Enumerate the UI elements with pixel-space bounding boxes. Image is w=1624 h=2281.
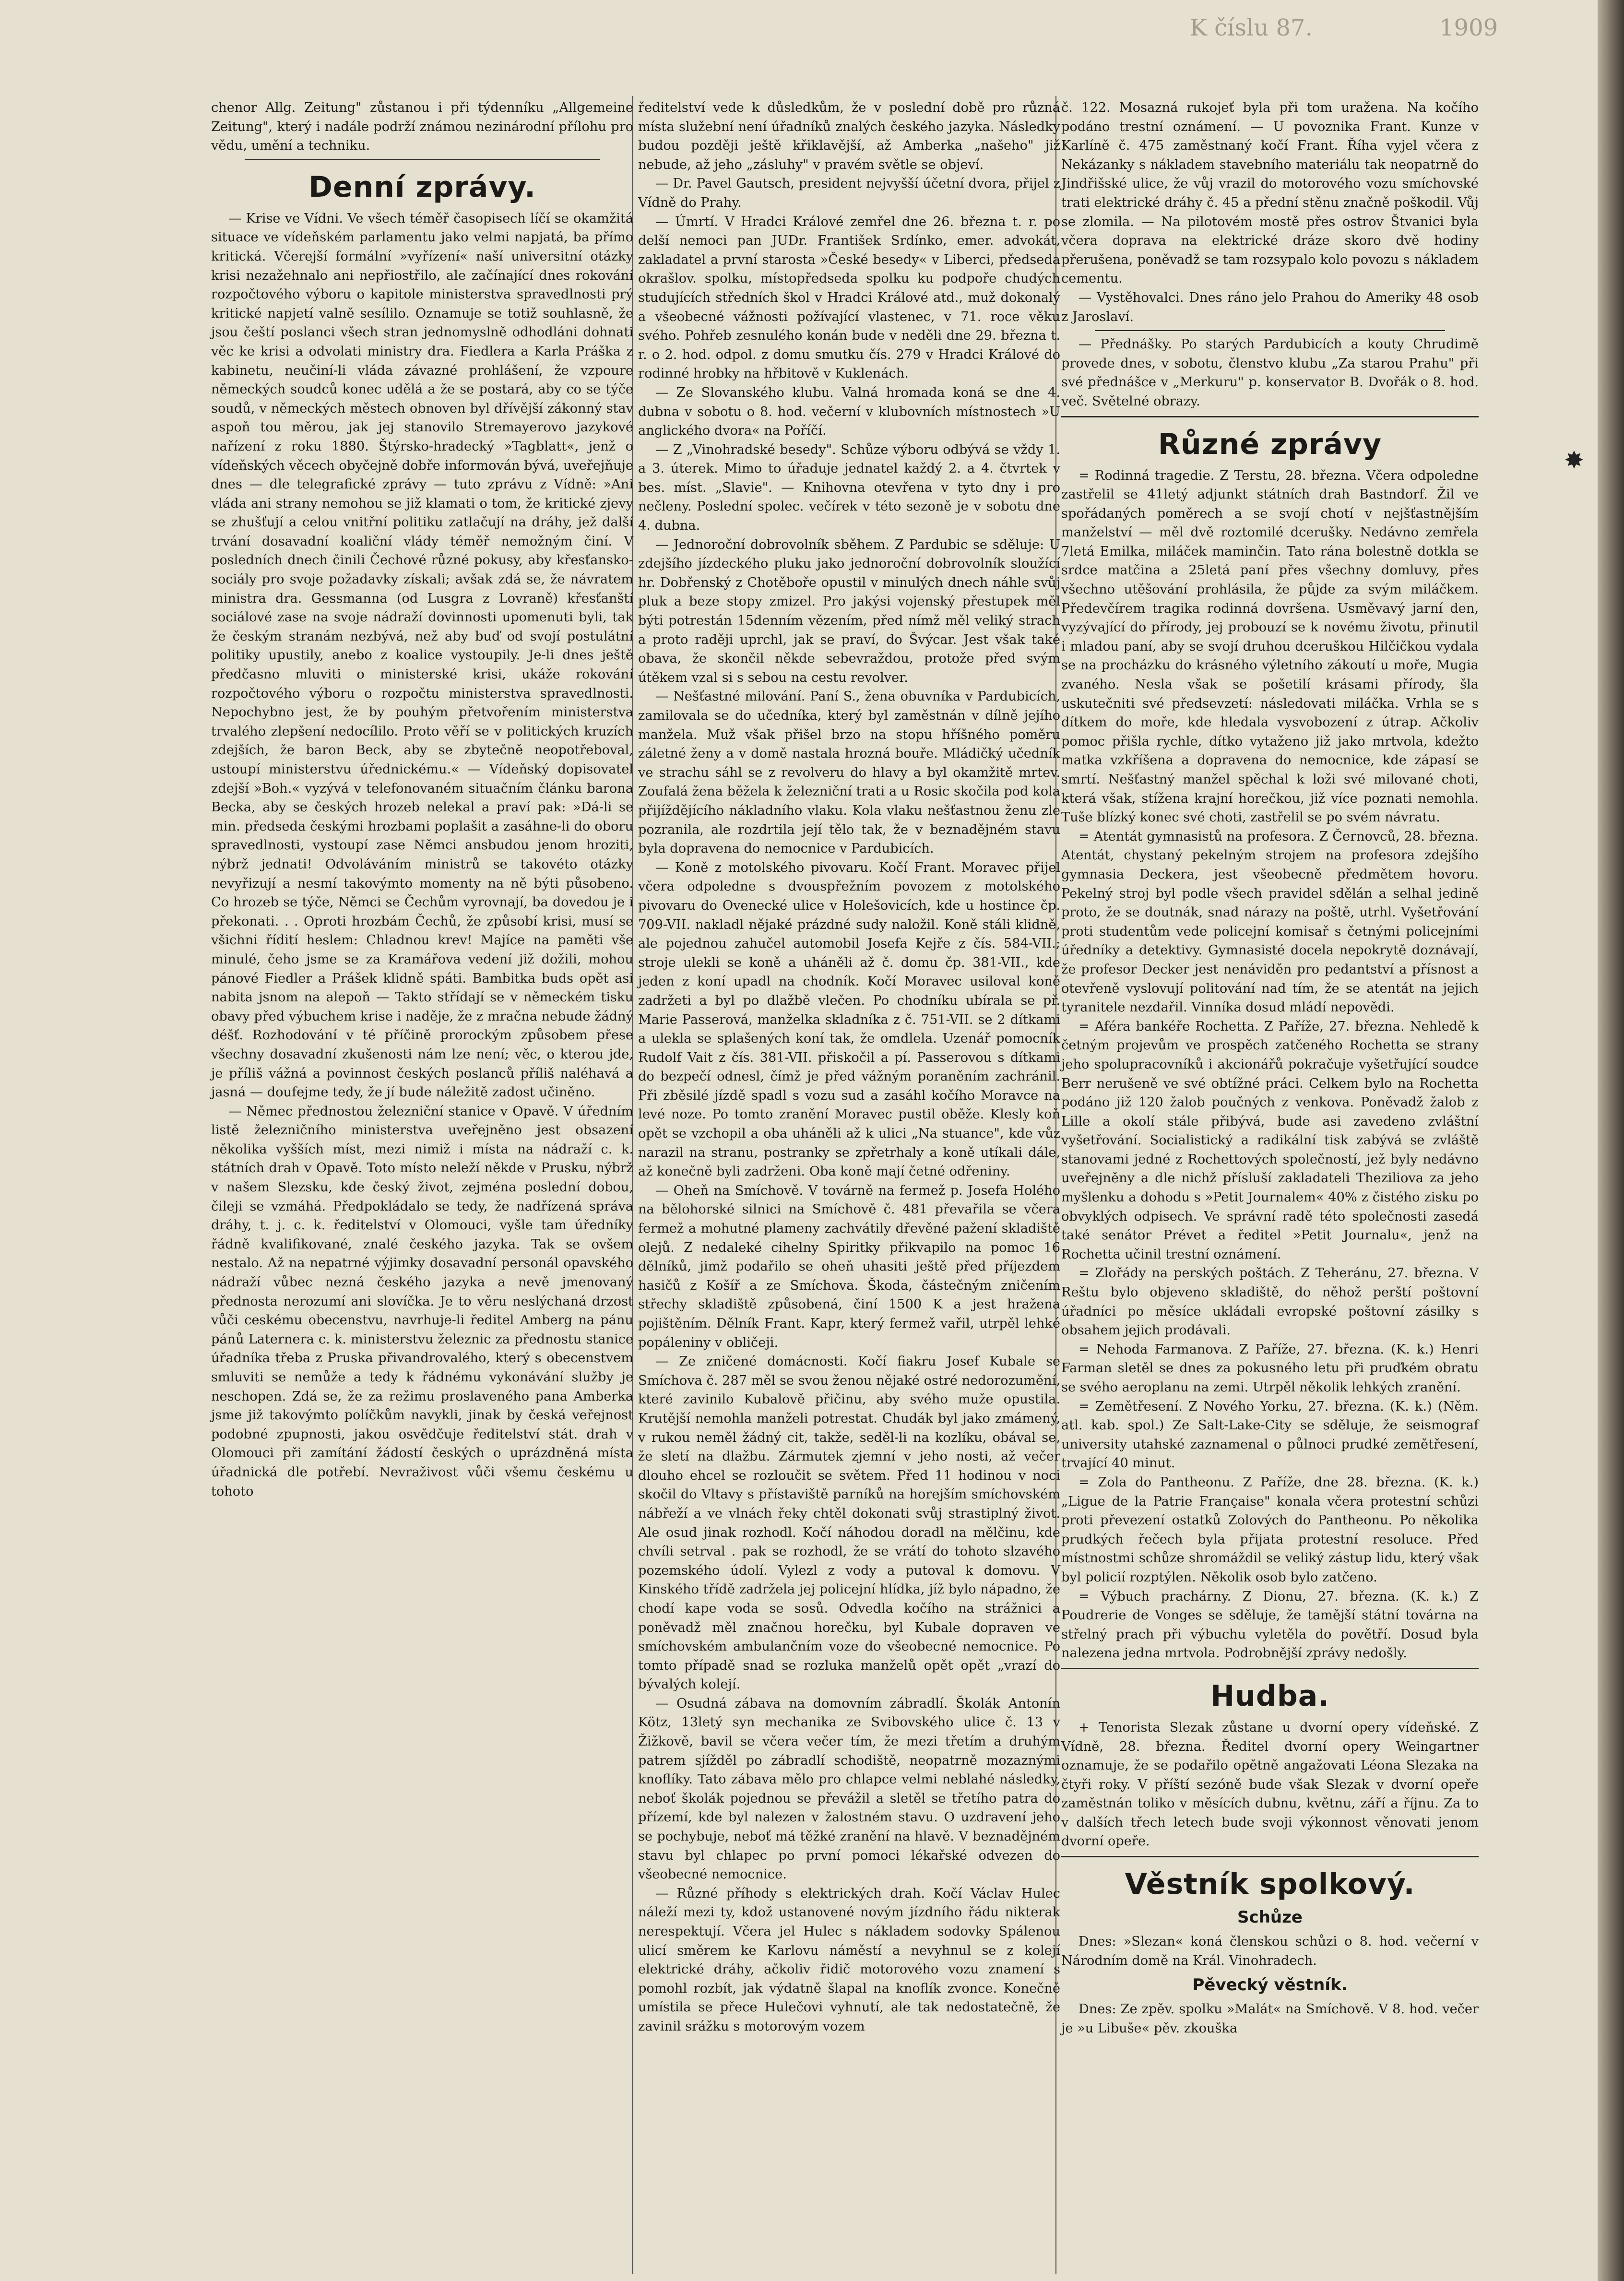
article-intro: chenor Allg. Zeitung" zůstanou i při týdenníku „Allgemeine Zeitung", který i nadále podrží známou nezinárodní přílohu pro vědu, umění a techniku.: [211, 100, 633, 154]
section-title-vestnik-spolkovy: Věstník spolkový.: [1125, 1867, 1415, 1901]
article-osudna-zabava: — Osudná zábava na domovním zábradlí. Školák Antonín Kötz, 13letý syn mechanika ze Svibovského ulice č. 13 v Žižkově, bavil se včera večer tím, že mezi třetím a druhým patrem sjížděl po zábradlí schodiště, neopatrně mozaznými knoflíky. Tato zábava mělo pro chlapce velmi neblahé následky, neboť školák pojednou se převážil a sletěl se třetího patra do přízemí, kde byl nalezen v žalostném stavu. O uzdravení jeho se pochybuje, neboť má těžké zranění na hlavě. V beznadějném stavu byl chlapec po první pomoci lékařské odvezen do všeobecné nemocnice.: [638, 1696, 1060, 1882]
article-prednasky: — Přednášky. Po starých Pardubicích a kouty Chrudimě provede dnes, v sobotu, členstvo klubu „Za starou Prahu" při své přednášce v „Merkuru" p. konservator B. Dvořák o 8. hod. več. Světelné obrazy.: [1061, 337, 1479, 409]
article-ohen-smichov: — Oheň na Smíchově. V továrně na fermež p. Josefa Holého na bělohorské silnici na Smíchově č. 481 převařila se včera fermež a mohutné plameny zachvátily dřevěné pažení skladiště olejů. Z nedaleké cihelny Spiritky přikvapilo na pomoc 16 dělníků, jimž podařilo se oheň uhasiti ještě před příjezdem hasičů z Košíř a ze Smíchova. Škoda, částečným zničením střechy skladiště způsobená, činí 1500 K a jest hražena pojištěním. Dělník Frant. Kapr, který fermež vařil, utrpěl lehké popáleniny v obličeji.: [638, 1183, 1060, 1350]
article-vystehovalci: — Vystěhovalci. Dnes ráno jelo Prahou do Ameriky 48 osob z Jaroslaví.: [1061, 290, 1479, 324]
article-znicena-domacnost: — Ze zničené domácnosti. Kočí fiakru Josef Kubale se Smíchova č. 287 měl se svou ženou nějaké ostré nedorozumění, které zavinilo Kubalově přičinu, aby svého muže opustila. Krutější nemohla manželi potrestat. Chudák byl jako zmámený, v rukou neměl žádný cit, takže, seděl-li na kozlíku, obával se, že sletí na dlažbu. Zármutek zjemní v jeho nosti, až večer dlouho ehcel se rozloučit se světem. Před 11 hodinou v noci skočil do Vltavy s přístaviště parníků na horejším smíchovském nábřeží a ve vlnách řeky chtěl dokonati svůj strastiplný život. Ale osud jinak rozhodl. Kočí náhodou doradl na mělčinu, kde chvíli setrval . pak se rozhodl, že se vrátí do tohoto slzavého pozemského údolí. Vylezl z vody a putoval k domovu. V Kinského třídě zadržela jej policejní hlídka, jíž bylo nápadno, že chodí kape voda se sosů. Odvedla kočího na strážnici a poněvadž měl značnou horečku, byl Kubale dopraven ve smíchovském ambulančním voze do všeobecné nemocnice. Po tomto případě snad se rozluka manželů opět opět „vrazí do bývalých kolejí.: [638, 1354, 1060, 1692]
column-2: [638, 98, 1060, 2036]
article-slezak: + Tenorista Slezak zůstane u dvorní opery vídeňské. Z Vídně, 28. března. Ředitel dvorní opery Weingartner oznamuje, že se podařilo opětně angažovati Léona Slezaka na čtyři roky. V příští sezóně bude však Slezak v dvorní opeře zaměstnán toliko v měsících dubnu, květnu, září a říjnu. Za to v dalších třech letech bude svoji výkonnost věnovati jenom dvorní opeře.: [1061, 1720, 1479, 1849]
divider: [1061, 416, 1479, 417]
article-nemec-prednostou: — Němec přednostou železniční stanice v Opavě. V úředním listě železničního ministerstva uveřejněno jest obsazení několika vyšších míst, mezi nimiž i místa na nádraží c. k. státních drah v Opavě. Toto místo neleží někde v Prusku, nýbrž v našem Slezsku, kde český život, zejména poslední dobou, čileji se vzmáhá. Předpokládalo se tedy, že nadřízená správa dráhy, t. j. c. k. ředitelství v Olomouci, vyšle tam úředníky řádně kvalifikované, znalé českého jazyka. Tak se ovšem nestalo. Až na nepatrné výjimky dosavadní personál opavského nádraží vůbec nezná českého jazyka a nevě jmenovaný přednosta nerozumí ani slovíčka. Je to věru neslýchaná drzost vůči ceskému obecenstvu, navrhuje-li ředitel Amberg na pánu pánů Laternera c. k. ministerstvu železnic za přednostu stanice úřadníka třeba z Pruska přivandrovalého, který s obecenstvem smluviti se nemůže a tedy k řádnému vykonávání služby je neschopen. Zdá se, že za režimu proslaveného pana Amberka jsme již takovýmto políčkům navykli, jinak by česká veřejnost podobné zpupnosti, jakou osvědčuje ředitelství stát. drah v Olomouci při zamítání žádostí českých o uprázdněná místa úřadnická dle potřebí. Nevraživost vůči všemu českému u tohoto: [211, 1104, 633, 1499]
article-farman: = Nehoda Farmanova. Z Paříže, 27. března. (K. k.) Henri Farman sletěl se dnes za pokusného letu při pruďkém obratu se svého aeroplanu na zemi. Utrpěl několik lehkých zranění.: [1061, 1342, 1479, 1395]
divider: [1061, 1856, 1479, 1857]
article-nestastne-milovani: — Nešťastné milování. Paní S., žena obuvníka v Pardubicích, zamilovala se do učedníka, který byl zaměstnán v dílně jejího manžela. Muž však přišel brzo na stopu hříšného poměru záletné ženy a v domě nastala hrozná bouře. Mládičký učedník ve strachu sáhl se z revolveru do hlavy a byl okamžitě mrtev. Zoufalá žena běžela k železniční trati a u Rosic skočila pod kola přijíždějícího nákladního vlaku. Kola vlaku nešťastnou ženu zle pozranila, ale rozdrtila její tělo tak, že v beznadějném stavu byla dopravena do nemocnice v Pardubicích.: [638, 689, 1060, 856]
divider: [1061, 1668, 1479, 1669]
article-vybuch-prachrny: = Výbuch prachárny. Z Dionu, 27. března. (K. k.) Z Poudrerie de Vonges se sděluje, že tamější státní továrna na střelný prach při výbuchu vyletěla do povětří. Dosud byla nalezena jedna mrtvola. Podrobnější zprávy nedošly.: [1061, 1589, 1479, 1661]
article-krise-ve-vidni: — Krise ve Vídni. Ve všech téměř časopisech líčí se okamžitá situace ve vídeňském parlamentu jako velmi napjatá, ba přímo kritická. Včerejší formální »vyřízení« naší universitní otázky krisi nezažehnalo ani nepřiostřilo, ale začínající dnes rokování rozpočtového výboru o kapitole ministerstva spravedlnosti prý kritické napjetí valně sesílilo. Oznamuje se totiž souhlasně, že jsou čeští poslanci všech stran jednomyslně odhodláni dohnati věc ke krisi a odvolati ministry dra. Fiedlera a Karla Práška z kabinetu, neučiní-li vláda závazné prohlášení, že vzpoure německých soudců konec udělá a že se postará, aby co se týče soudů, v německých městech obnoven byl dřívější zákonný stav aspoň tou měrou, jak jej stanovilo Stremayerovo jazykové nařízení z roku 1880. Štýrsko-hradecký »Tagblatt«, jenž o vídeňských věcech obyčejně dobře informován bývá, uveřejňuje dnes — dle telegrafické zprávy — tuto zprávu z Vídně: »Ani vláda ani strany nemohou se již klamati o tom, že kritické zjevy se zhušťují a celou vnitřní politiku zatlačují na dráhy, jež další trvání dosavadní koaliční vlády téměř nemožným činí. V posledních dnech činili Čechové různé pokusy, aby křesťansko-sociály pro svoje požadavky získali; avšak zdá se, že návratem ministra dra. Gessmanna (od Lusgra z Lovraně) křesťanští sociálové zase na svoje nádraží dovinnosti upomenuti byli, tak že českým stranám nezbývá, než aby buď od svojí postulátní politiky upustily, anebo z koalice vystoupily. Je-li dnes ještě předčasno mluviti o ministerské krisi, ukáže rokování rozpočtového výboru o rozpočtu ministerstva spravedlnosti. Nepochybno jest, že by pouhým přetvořením ministerstva trvalého zlepšení nedocílilo. Proto věří se v politických kruzích zdejších, že baron Beck, aby se zbytečně neopotřeboval, ustoupí ministerstvu úřednickému.« — Vídeňský dopisovatel zdejší »Boh.« vyzývá v telefonovaném situačním článku barona Becka, aby se českých hrozeb nelekal a praví pak: »Dá-li se min. předseda českými hrozbami poplašit a zasáhne-li do oboru spravedlnosti, vystoupí zase Němci ansbudou jenom hroziti, nýbrž jednati! Odvoláváním ministrů se takovéto otázky nevyřizují a nesmí takovýmto momenty na ně býti působeno. Co hrozeb se týče, Němci se Čechům vyrovnají, ba dovedou je i překonati. . . Oproti hrozbám Čechů, že způsobí krisi, musí se všichni řídití heslem: Chladnou krev! Majíce na paměti vše minulé, čeho jsme se za Kramářova vedení již dožili, mohou pánové Fiedler a Prášek klidně spáti. Bambitka buds opět asi nabita jsnom na alepoň — Takto střídají se v německém tisku obavy před výbuchem krise i naděje, že z mračna nebude žádný déšť. Rozhodování v té příčině prorockým způsobem přese všechny dosavadní zkušenosti nám lze není; věc, o kterou jde, je příliš vážná a povinnost českých poslanců příliš naléhavá a jasná — doufejme tedy, že jí bude náležitě zadost učiněno.: [211, 211, 634, 1100]
divider: [245, 159, 600, 160]
previous-page-bleed: [144, 0, 1583, 58]
article-dobrovolnik: — Jednoroční dobrovolník sběhem. Z Pardubic se sděluje: U zdejšího jízdeckého pluku jako jednoroční dobrovolník sloužící hr. Dobřenský z Chotěboře opustil v minulých dnech náhle svůj pluk a beze stopy zmizel. Pro jakýsi vojenský přestupek měl býti potrestán 15denním vězením, před nímž měl veliký strach a proto raději uprchl, jak se praví, do Švýcar. Jest však také obava, že skončil někde sebevraždou, protože před svým útěkem vzal si s sebou na cestu revolver.: [638, 537, 1060, 685]
subsection-schuze: Schůze: [1237, 1908, 1303, 1927]
section-title-ruzne-zpravy: Různé zprávy: [1158, 427, 1382, 461]
article-perske-posty: = Zlořády na perských poštách. Z Teheránu, 27. března. V Reštu bylo objeveno skladiště, do něhož perští poštovní úřadníci po měsíce ukládali evropské poštovní zásilky s obsahem jejich prodávali.: [1061, 1266, 1479, 1338]
article-rochette: = Aféra bankéře Rochetta. Z Paříže, 27. března. Nehledě k četným projevům ve prospěch zatčeného Rochetta se strany jeho spolupracovníků i akcionářů pokračuje vyšetřující soudce Berr nerušeně ve své obtížné práci. Celkem bylo na Rochetta podáno již 120 žalob poučných z venkova. Poněvadž žalob z Lille a okolí stále přibývá, bude asi zavedeno zvláštní vyšetřování. Socialistický a radikální tisk zabývá se zvláště stanovami jedné z Rochettových společností, jež byly nedávno uveřejněny a dle nichž přísluší zakladateli Theziliova za jeho myšlenku a dohodu s »Petit Journalem« 40% z čistého zisku po obvyklých odpisech. Ve správní radě této společnosti zasedá také senátor Prévet a ředitel »Petit Journalu«, jenž na Rochetta učinil trestní oznámení.: [1061, 1019, 1479, 1262]
subsection-pevecky-vestnik: Pěvecký věstník.: [1192, 1975, 1348, 1995]
column-1: [211, 98, 633, 1501]
bleed-text-left: K číslu 87.: [1190, 14, 1313, 41]
article-atentat: = Atentát gymnasistů na profesora. Z Černovců, 28. března. Atentát, chystaný pekelným strojem na profesora zdejšího gymnasia Deckera, jest všeobecně předmětem hovoru. Pekelný stroj byl podle všech pravidel sdělán a selhal jedině proto, že se doutnák, snad nárazy na poště, utrhl. Vyšetřování proti studentům vede policejní komisař s četnými policejními úředníky a detektivy. Gymnasisté docela nepokrytě doznávají, že profesor Decker jest nenáviděn pro pedantství a přísnost a otevřeně vyslovují politování nad tím, že se atentát na jejich tyranitele nezdařil. Vinníka dosud mládí nepovědi.: [1061, 829, 1479, 1015]
article-malat: Dnes: Ze zpěv. spolku »Malát« na Smíchově. V 8. hod. večer je »u Libuše« pěv. zkouška: [1061, 2002, 1479, 2036]
divider: [1095, 330, 1445, 331]
article-continuation: ředitelství vede k důsledkům, že v poslední době pro různá místa služební není úřadníků znalých českého jazyka. Následky budou později ještě křiklavější, až Amberka „našeho" již nebude, až jeho „zásluhy" v pravém světle se objeví.: [638, 100, 1060, 172]
article-slezan: Dnes: »Slezan« koná členskou schůzi o 8. hod. večerní v Národním domě na Král. Vinohradech.: [1061, 1934, 1479, 1968]
article-umrti: — Úmrtí. V Hradci Králové zemřel dne 26. března t. r. po delší nemoci pan JUDr. František Srdínko, emer. advokát, zakladatel a první starosta »České besedy« v Liberci, předseda okrašlov. spolku, místopředseda spolku ku podpoře chudých studujících středních škol v Hradci Králové atd., muž dokonalý a všeobecné vážnosti požívající vlastenec, v 71. roce věku svého. Pohřeb zesnulého konán bude v neděli dne 29. března t. r. o 2. hod. odpol. z domu smutku čís. 279 v Hradci Králové do rodinné hrobky na hřbitově v Kuklenách.: [638, 214, 1060, 381]
page-edge-shadow: [1598, 0, 1624, 2281]
bleed-text-right: 1909: [1439, 14, 1498, 41]
article-continuation: č. 122. Mosazná rukojeť byla při tom uražena. Na kočího podáno trestní oznámení. — U povoznika Frant. Kunze v Karlíně č. 475 zaměstnaný kočí Frant. Říha vyjel včera z Nekázanky s nákladem stavebního materiálu tak neopatrně do Jindřišské ulice, že vůj vrazil do motorového vozu smíchovské trati elektrické dráhy č. 45 a přední stěnu značně poškodil. Vůj se zlomila. — Na pilotovém mostě přes ostrov Štvanici byla včera doprava na elektrické dráze skoro dvě hodiny přerušena, poněvadž se tam rozsypalo kolo povozu s nákladem cementu.: [1061, 100, 1479, 286]
article-zemetreseni: = Zemětřesení. Z Nového Yorku, 27. března. (K. k.) (Něm. atl. kab. spol.) Ze Salt-Lake-City se sděluje, že seismograf university utahské zaznamenal o půlnoci prudké zemětřesení, trvající 40 minut.: [1061, 1399, 1479, 1471]
article-kone-motolsky-pivovar: — Koně z motolského pivovaru. Kočí Frant. Moravec přijel včera odpoledne s dvouspřežním povozem z motolského pivovaru do Ovenecké ulice v Holešovicích, kde u hostince čp. 709-VII. nakladl nějaké prázdné sudy naložil. Koně stáli klidně, ale pojednou zahučel automobil Josefa Kejře z čís. 584-VII.; stroje ulekli se koně a uháněli až č. domu čp. 381-VII., kde jeden z koní upadl na chodník. Kočí Moravec usiloval koně zadržeti a byl po dlažbě vlečen. Po chodníku ubírala se př. Marie Passerová, manželka skladníka z č. 751-VII. se 2 dítkami a ulekla se splašených koní tak, že omdlela. Uzenář pomocník Rudolf Vait z čís. 381-VII. přiskočil a pí. Passerovou s dítkami do bezpečí odnesl, čímž je před vážným poraněním zachránil. Při zběsilé jízdě spadl s vozu sud a zasáhl kočího Moravce na levé noze. Po tomto zranění Moravec pustil oběže. Klesly koň opět se vzchopil a oba uháněli až k ulici „Na stuance", kde vůz narazil na stranu, postranky se zpřetrhaly a koně utíkali dále, až konečně byli zadrženi. Oba koně mají četné odřeniny.: [638, 860, 1060, 1179]
section-title-hudba: Hudba.: [1210, 1679, 1330, 1713]
paper-damage-mark: ✸: [1564, 446, 1584, 474]
article-slovansky-klub: — Ze Slovanského klubu. Valná hromada koná se dne 4. dubna v sobotu o 8. hod. večerní v klubovních místnostech »U anglického dvora« na Poříčí.: [638, 385, 1060, 439]
article-vinohradska-beseda: — Z „Vinohradské besedy". Schůze výboru odbývá se vždy 1. a 3. úterek. Mimo to úřaduje jednatel každý 2. a 4. čtvrtek v bes. míst. „Slavie". — Knihovna otevřena v tyto dny i pro nečleny. Poslední spolec. večírek v této sezoně je v sobotu dne 4. dubna.: [638, 442, 1060, 534]
column-3: [1061, 98, 1479, 2038]
article-gautsch: — Dr. Pavel Gautsch, president nejvyšší účetní dvora, přijel z Vídně do Prahy.: [638, 176, 1060, 210]
section-title-denni-zpravy: Denní zprávy.: [308, 170, 536, 204]
article-elektricke-drahy: — Různé příhody s elektrických drah. Kočí Václav Hulec náleží mezi ty, kdož ustanovené novým jízdního řádu nikterak nerespektují. Včera jel Hulec s nákladem sodovky Spálenou ulicí směrem ke Karlovu náměstí a nevyhnul se z kolejí elektrické dráhy, ačkoliv řidič motorového vozu znamení s pomohl rozbít, jak výdatně šlapal na knoflík zvonce. Konečně umístila se přece Hulečovi vyhnutí, ale tak nedostatečně, že zavinil srážku s motorovým vozem: [638, 1886, 1060, 2034]
article-zola: = Zola do Pantheonu. Z Paříže, dne 28. března. (K. k.) „Ligue de la Patrie Française" konala včera protestní schůzi proti převezení ostatků Zolových do Pantheonu. Po několika prudkých řečech byla přijata protestní resoluce. Před místnostmi schůze shromáždil se veliký zástup lidu, který však byl policií rozptýlen. Několik osob bylo zatčeno.: [1061, 1474, 1479, 1585]
article-rodinna-tragedie: = Rodinná tragedie. Z Terstu, 28. března. Včera odpoledne zastřelil se 41letý adjunkt státních drah Bastndorf. Žil ve spořádaných poměrech a se svojí chotí v nejšťastnějším manželství — měl dvě roztomilé dcerušky. Nedávno zemřela 7letá Emilka, miláček maminčin. Tato rána bolestně dotkla se srdce matčina a 25letá paní přes všechny domluvy, přes všechno utěšování prohlásila, že půjde za svým miláčkem. Předevčírem tragika rodinná dovršena. Usměvavý jarní den, vyzývající do přírody, jej probouzí se k novému životu, přinutil i mladou paní, aby se svojí druhou dceruškou Hilčičkou vydala se na procházku do krásného výletního zákoutí u moře, Mugia zvaného. Nesla však se pošetilí krásami přírody, šla uskutečniti své předsevzetí: následovati miláčka. Vrhla se s dítkem do moře, kde hledala vysvobození z útrap. Ačkoliv pomoc přišla rychle, dítko vytaženo již jako mrtvola, kdežto matka vzkříšena a dopravena do nemocnice, kde zápasí se smrtí. Nešťastný manžel spěchal k loži své milované choti, která však, stížena krajní horečkou, již více poznati nemohla. Tuše blízký konec své choti, zastřelil se po svém návratu.: [1061, 468, 1479, 825]
